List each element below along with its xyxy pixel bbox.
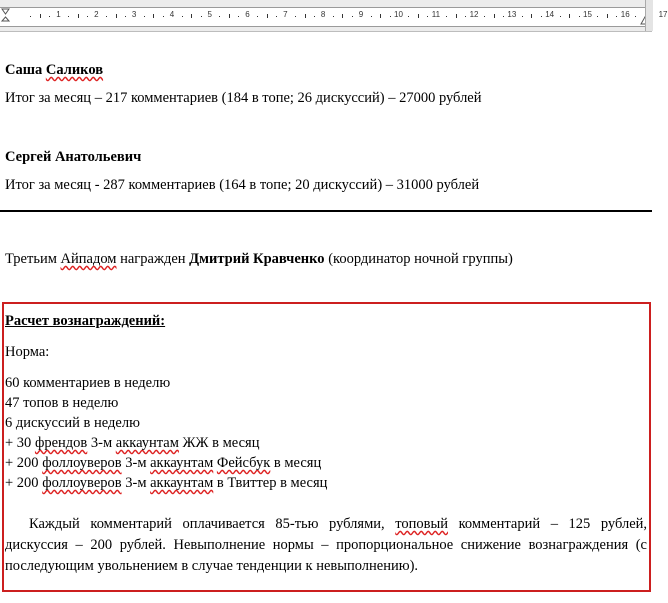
ruler-number: 13 xyxy=(507,10,517,19)
ruler-dot xyxy=(163,16,164,17)
entry-1-summary: Итог за месяц – 217 комментариев (184 в топе; 26 дискуссий) – 27000 рублей xyxy=(5,90,482,106)
ruler-number: 6 xyxy=(245,10,250,19)
ruler-dot xyxy=(257,16,258,17)
ruler-dot xyxy=(560,16,561,17)
ruler-dot xyxy=(333,16,334,17)
ruler-number: 17 xyxy=(658,10,668,19)
award-line: Третьим Айпадом награжден Дмитрий Кравченко (координатор ночной группы) xyxy=(5,251,513,267)
ruler-half-tick xyxy=(494,14,495,18)
ruler-dot xyxy=(541,16,542,17)
ruler-dot xyxy=(68,16,69,17)
ruler-half-tick xyxy=(153,14,154,18)
ruler-number: 12 xyxy=(469,10,479,19)
ruler-half-tick xyxy=(229,14,230,18)
ruler-number: 7 xyxy=(283,10,288,19)
norm-item-comments: 60 комментариев в неделю xyxy=(5,375,171,391)
ruler-half-tick xyxy=(569,14,570,18)
ruler-dot xyxy=(49,16,50,17)
ruler-number: 15 xyxy=(583,10,592,19)
ruler-dot xyxy=(30,16,31,17)
norm-item-discussions: 6 дискуссий в неделю xyxy=(5,415,140,431)
ruler-dot xyxy=(465,16,466,17)
norm-item-facebook: + 200 фоллоуверов 3-м аккаунтам Фейсбук в месяц xyxy=(5,455,322,471)
ruler-half-tick xyxy=(267,14,268,18)
ruler-dot xyxy=(371,16,372,17)
horizontal-ruler[interactable] xyxy=(0,0,668,32)
ruler-dot xyxy=(144,16,145,17)
ruler-number: 8 xyxy=(320,10,326,19)
ruler-number: 14 xyxy=(545,10,555,19)
ruler-number: 16 xyxy=(620,10,630,19)
ruler-number: 1 xyxy=(56,10,61,19)
ruler-dot xyxy=(522,16,523,17)
ruler-scroll-edge xyxy=(645,0,653,31)
norm-item-tops: 47 топов в неделю xyxy=(5,395,119,411)
norm-item-twitter: + 200 фоллоуверов 3-м аккаунтам в Твиттер в месяц xyxy=(5,475,328,491)
ruler-half-tick xyxy=(456,14,457,18)
ruler-dot xyxy=(579,16,580,17)
ruler-dot xyxy=(427,16,428,17)
horizontal-divider xyxy=(0,210,652,212)
norm-item-lj-friends: + 30 френдов 3-м аккаунтам ЖЖ в месяц xyxy=(5,435,260,451)
ruler-number: 2 xyxy=(94,10,99,19)
ruler-dot xyxy=(87,16,88,17)
ruler-number: 11 xyxy=(431,10,441,19)
ruler-dot xyxy=(597,16,598,17)
calc-heading: Расчет вознаграждений: xyxy=(5,313,166,329)
ruler-dot xyxy=(408,16,409,17)
ruler-number: 5 xyxy=(207,10,212,19)
ruler-number: 10 xyxy=(394,10,403,19)
ruler-dot xyxy=(295,16,296,17)
ruler-dot xyxy=(446,16,447,17)
ruler-dot xyxy=(484,16,485,17)
ruler-half-tick xyxy=(380,14,381,18)
ruler-dot xyxy=(390,16,391,17)
ruler-half-tick xyxy=(607,14,608,18)
ruler-half-tick xyxy=(191,14,192,18)
ruler-half-tick xyxy=(531,14,532,18)
ruler-number: 4 xyxy=(169,10,175,19)
ruler-dot xyxy=(238,16,239,17)
entry-2-summary: Итог за месяц - 287 комментариев (164 в топе; 20 дискуссий) – 31000 рублей xyxy=(5,177,480,193)
ruler-dot xyxy=(352,16,353,17)
ruler-number: 3 xyxy=(131,10,137,19)
entry-1-name: Саша Саликов xyxy=(5,62,104,78)
ruler-dot xyxy=(276,16,277,17)
ruler-dot xyxy=(219,16,220,17)
ruler-half-tick xyxy=(40,14,41,18)
ruler-half-tick xyxy=(116,14,117,18)
ruler-dot xyxy=(201,16,202,17)
ruler-half-tick xyxy=(78,14,79,18)
ruler-dot xyxy=(314,16,315,17)
left-indent-marker-icon[interactable] xyxy=(2,9,9,23)
ruler-half-tick xyxy=(418,14,419,18)
payment-rules-paragraph: Каждый комментарий оплачивается 85-тью рублями, топовый комментарий – 125 рублей, дискуссия – 200 рублей. Невыполнение нормы – пропорциональное снижение вознаграждения (с последующим увольнением в случае тенденции к невыполнению). xyxy=(5,516,648,574)
ruler-dot xyxy=(635,16,636,17)
entry-2-name: Сергей Анатольевич xyxy=(5,149,142,165)
ruler-dot xyxy=(182,16,183,17)
ruler-number: 9 xyxy=(358,10,364,19)
ruler-dot xyxy=(106,16,107,17)
ruler-half-tick xyxy=(305,14,306,18)
ruler-half-tick xyxy=(342,14,343,18)
norm-label: Норма: xyxy=(5,344,50,360)
ruler-dot xyxy=(125,16,126,17)
ruler-dot xyxy=(503,16,504,17)
ruler-dot xyxy=(616,16,617,17)
